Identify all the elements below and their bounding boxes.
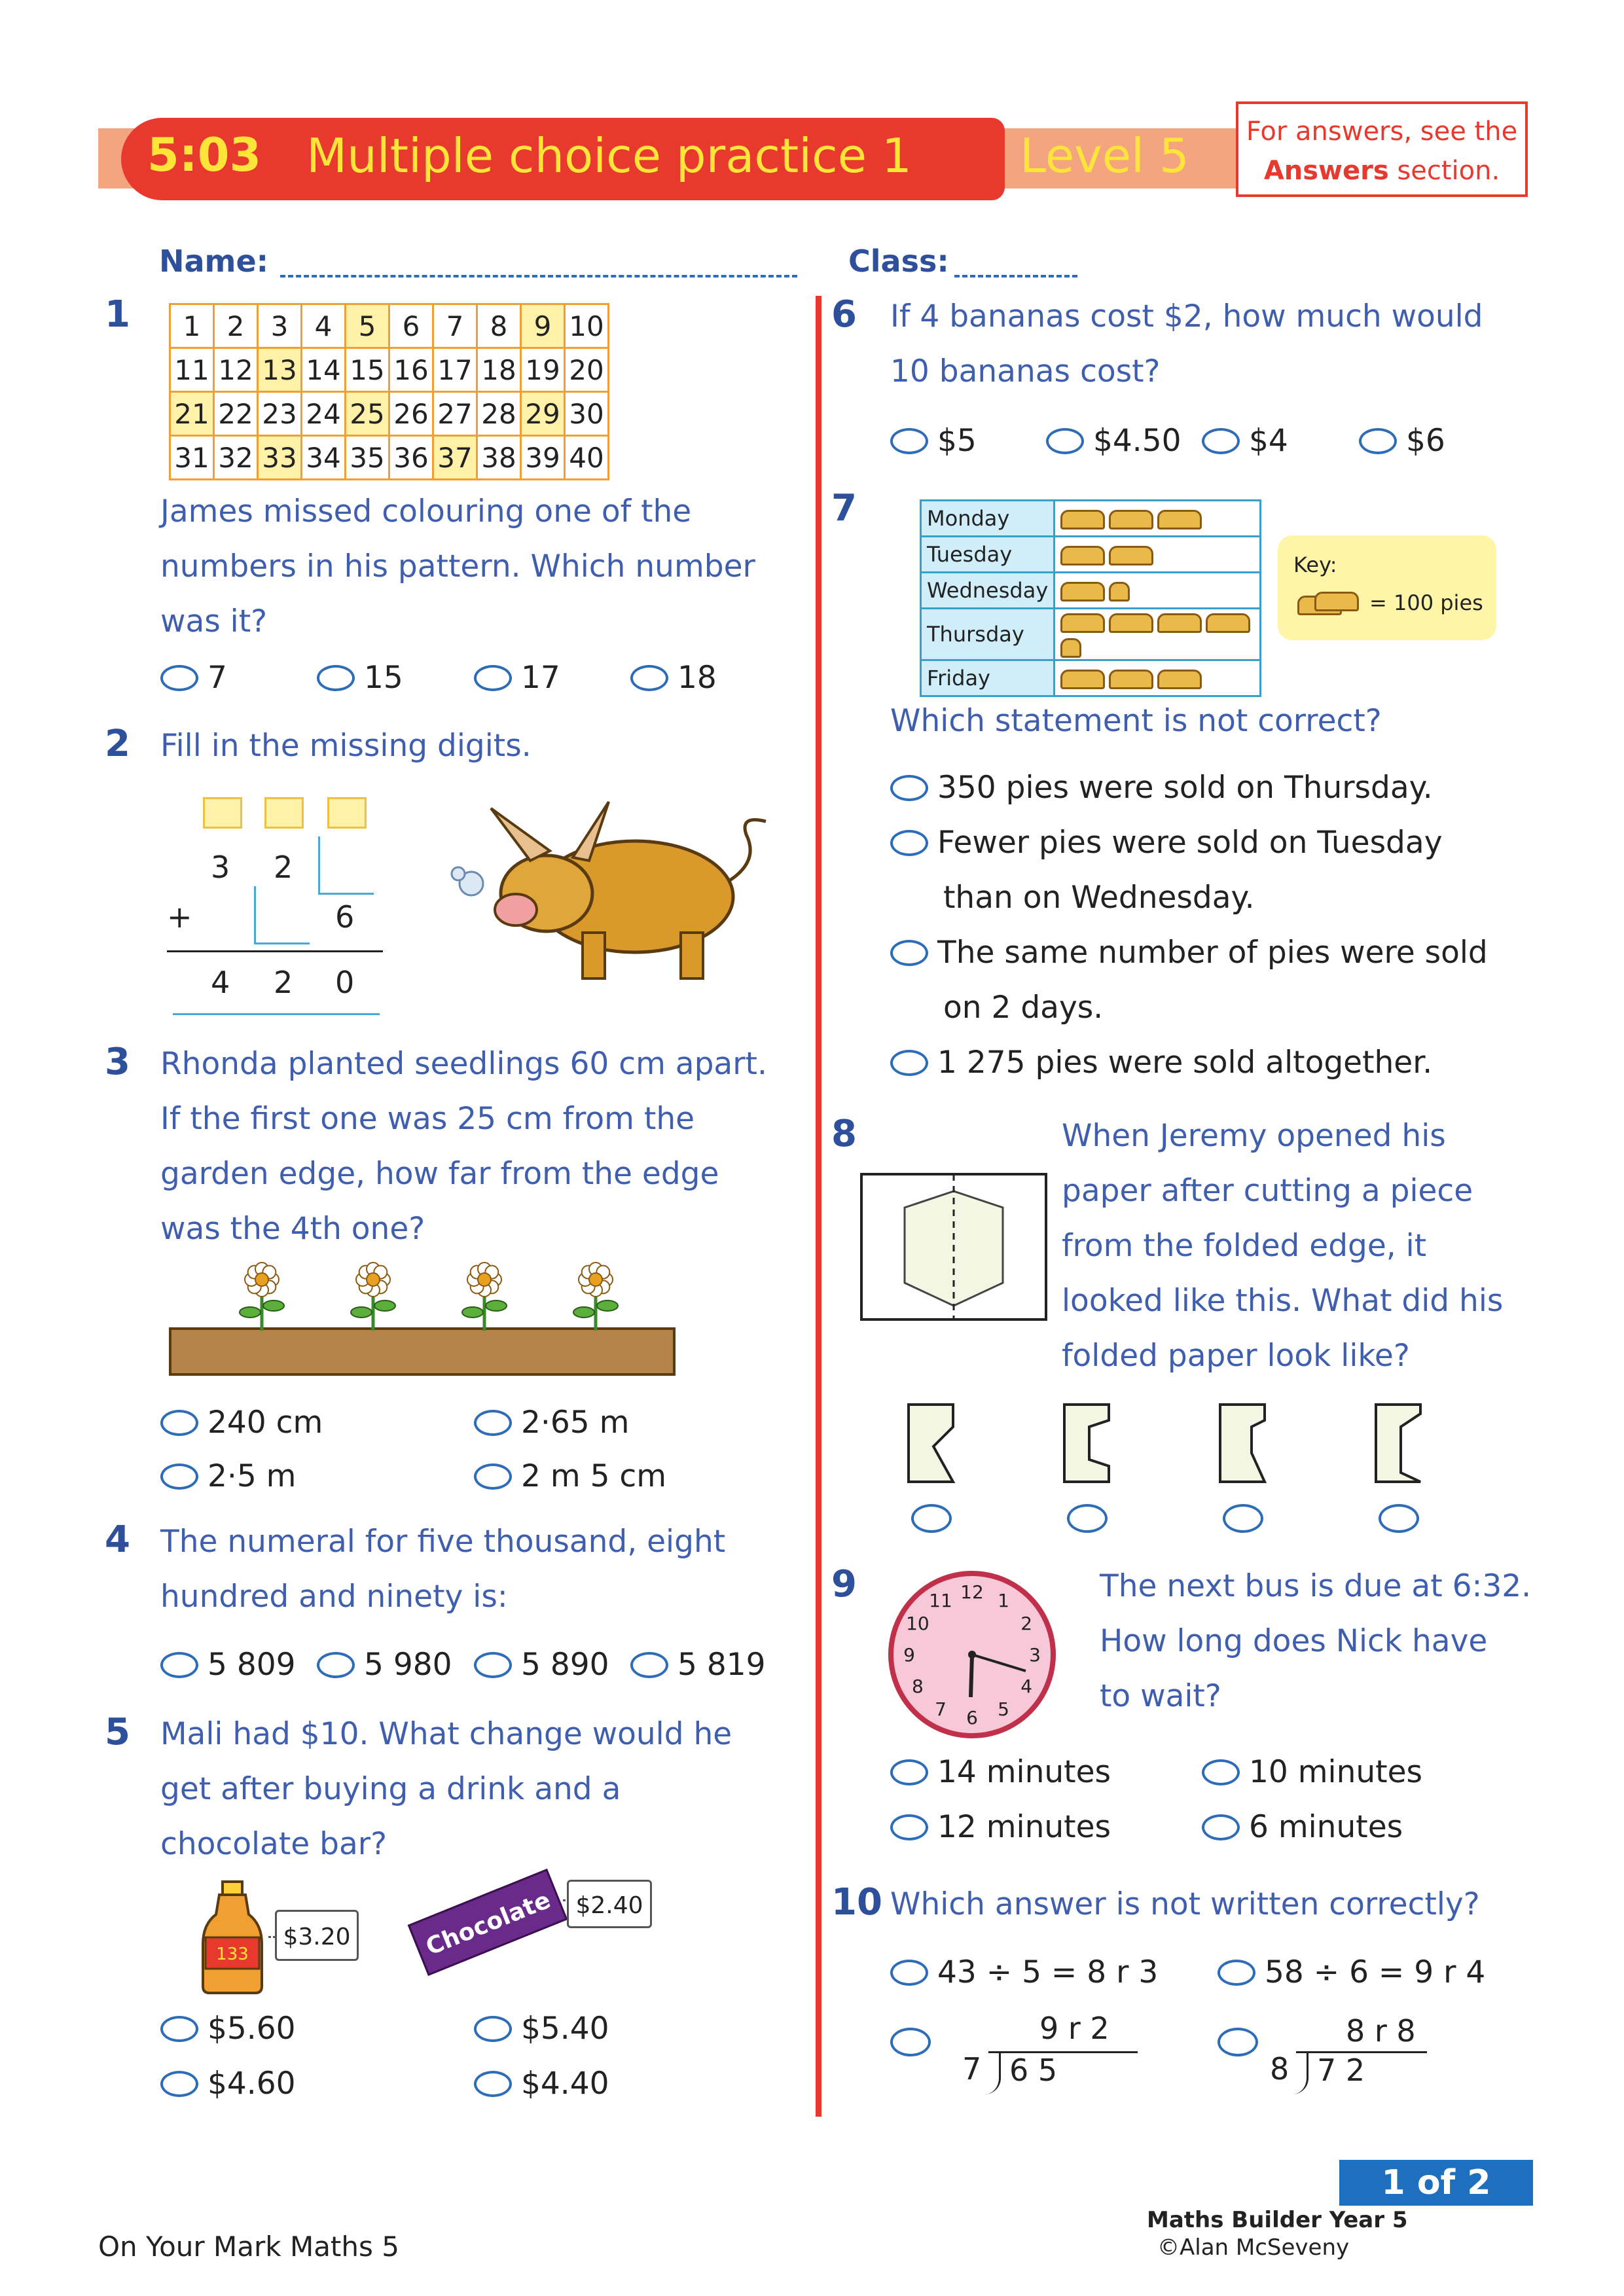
graph-key: [1278, 535, 1496, 640]
division-bracket: [1292, 2051, 1308, 2094]
q8-option-b-bubble[interactable]: [1067, 1504, 1108, 1533]
q3-text-line-3: garden edge, how far from the edge: [160, 1156, 719, 1192]
answer-underline: [173, 1013, 380, 1015]
day-label: Thursday: [921, 609, 1055, 660]
grid-cell: 8: [477, 304, 521, 348]
half-pie-icon: [1060, 638, 1081, 658]
pie-icon: [1060, 670, 1105, 689]
grid-cell: 11: [170, 348, 214, 392]
q6-text-line-1: If 4 bananas cost $2, how much would: [890, 298, 1483, 334]
pie-count-cell: [1055, 573, 1261, 609]
name-label: Name:: [159, 243, 269, 279]
clock-number: 2: [1020, 1613, 1033, 1634]
grid-cell: 22: [214, 392, 258, 436]
grid-cell: 12: [214, 348, 258, 392]
answer-bubble[interactable]: [474, 1463, 512, 1490]
folded-paper-option-d: [1372, 1401, 1424, 1486]
class-label: Class:: [848, 243, 949, 279]
answer-bubble[interactable]: [890, 1759, 928, 1785]
q7-option-d[interactable]: 1 275 pies were sold altogether.: [890, 1045, 1432, 1081]
grid-cell: 39: [521, 436, 565, 480]
clock-number: 5: [998, 1698, 1009, 1721]
key-value: = 100 pies: [1369, 590, 1483, 615]
grid-cell: 20: [565, 348, 609, 392]
q3-option-a[interactable]: 240 cm: [160, 1405, 323, 1441]
drink-price-tag: $3.20: [275, 1910, 359, 1961]
question-6-number: 6: [831, 293, 857, 336]
addend-digit: 2: [274, 850, 293, 885]
grid-cell: 25: [346, 392, 389, 436]
answer-bubble[interactable]: [1202, 1814, 1240, 1840]
grid-cell: 29: [521, 392, 565, 436]
grid-cell: 40: [565, 436, 609, 480]
page-title: Multiple choice practice 1: [306, 128, 912, 183]
name-field[interactable]: [280, 275, 797, 278]
grid-cell: 15: [346, 348, 389, 392]
footer-book: Maths Builder Year 5: [1147, 2207, 1408, 2233]
grid-cell: 34: [302, 436, 346, 480]
clock-number: 8: [911, 1676, 924, 1697]
question-5-number: 5: [105, 1711, 130, 1753]
garden-bed-illustration: [167, 1260, 677, 1378]
clock-number: 12: [960, 1581, 984, 1603]
q4-option-b[interactable]: 5 980: [317, 1647, 452, 1683]
clock-number: 6: [966, 1707, 978, 1729]
answer-bubble[interactable]: [317, 1652, 355, 1678]
grid-cell: 9: [521, 304, 565, 348]
grid-cell: 7: [433, 304, 477, 348]
q8-text-line-3: from the folded edge, it: [1062, 1228, 1427, 1264]
unfolded-paper-illustration: [859, 1172, 1049, 1322]
q3-text-line-2: If the first one was 25 cm from the: [160, 1101, 695, 1137]
page-indicator: 1 of 2: [1339, 2160, 1533, 2206]
q10-option-c-bubble[interactable]: [890, 2028, 931, 2056]
answer-bubble[interactable]: [890, 830, 928, 856]
q5-text-line-1: Mali had $10. What change would he: [160, 1716, 732, 1752]
q9-option-a[interactable]: 14 minutes: [890, 1754, 1111, 1790]
sum-line: [167, 950, 383, 952]
grid-cell: 3: [258, 304, 302, 348]
pie-icon: [1206, 613, 1250, 633]
clock-number: 11: [929, 1589, 952, 1611]
question-4-number: 4: [105, 1518, 130, 1561]
q3-text-line-4: was the 4th one?: [160, 1211, 425, 1247]
grid-cell: 31: [170, 436, 214, 480]
answer-bubble[interactable]: [474, 665, 512, 691]
q7-option-c[interactable]: The same number of pies were sold: [890, 935, 1488, 971]
clock-number: 4: [1020, 1676, 1033, 1697]
q10-question: Which answer is not written correctly?: [890, 1886, 1480, 1922]
grid-cell: 14: [302, 348, 346, 392]
q10-d-divisor: 8: [1270, 2051, 1290, 2087]
q5-text-line-3: chocolate bar?: [160, 1826, 388, 1862]
grid-cell: 5: [346, 304, 389, 348]
q10-option-a[interactable]: 43 ÷ 5 = 8 r 3: [890, 1954, 1158, 1990]
drink-bottle-illustration: [196, 1878, 268, 1996]
answer-bubble[interactable]: [890, 940, 928, 966]
q10-c-dividend: 6 5: [1009, 2053, 1058, 2088]
pie-icon: [1157, 613, 1202, 633]
answer-bubble[interactable]: [474, 2016, 512, 2042]
q9-text-line-2: How long does Nick have: [1100, 1623, 1488, 1659]
q6-option-b[interactable]: $4.50: [1046, 423, 1182, 459]
pie-icon: [1060, 510, 1105, 529]
answer-bubble[interactable]: [1218, 1960, 1255, 1986]
grid-cell: 32: [214, 436, 258, 480]
grid-cell: 19: [521, 348, 565, 392]
q9-option-b[interactable]: 10 minutes: [1202, 1754, 1422, 1790]
q4-option-a[interactable]: 5 809: [160, 1647, 296, 1683]
folded-paper-option-a: [905, 1401, 957, 1486]
answer-bubble[interactable]: [890, 428, 928, 454]
q3-option-c[interactable]: 2·5 m: [160, 1458, 296, 1494]
class-field[interactable]: [954, 275, 1077, 278]
answer-bubble[interactable]: [160, 665, 198, 691]
seedling-flower: [573, 1263, 618, 1331]
answer-bubble[interactable]: [890, 1050, 928, 1076]
grid-cell: 18: [477, 348, 521, 392]
seedling-flower: [351, 1263, 395, 1331]
q10-c-quotient: 9 r 2: [1039, 2011, 1110, 2046]
q8-text-line-5: folded paper look like?: [1062, 1338, 1410, 1374]
q6-option-c[interactable]: $4: [1202, 423, 1288, 459]
q6-text-line-2: 10 bananas cost?: [890, 353, 1161, 389]
pie-count-cell: [1055, 660, 1261, 696]
grid-cell: 2: [214, 304, 258, 348]
answer-bubble[interactable]: [630, 1652, 668, 1678]
q1-text-line-2: numbers in his pattern. Which number: [160, 548, 755, 584]
grid-cell: 21: [170, 392, 214, 436]
clock-number: 3: [1029, 1644, 1041, 1666]
grid-cell: 30: [565, 392, 609, 436]
clock-number: 10: [906, 1613, 929, 1634]
pie-icon: [1109, 510, 1153, 529]
q9-text-line-3: to wait?: [1100, 1678, 1221, 1714]
half-pie-icon: [1109, 582, 1130, 601]
q8-text-line-1: When Jeremy opened his: [1062, 1118, 1446, 1154]
sum-digit: 0: [335, 965, 355, 1000]
q10-option-b[interactable]: 58 ÷ 6 = 9 r 4: [1218, 1954, 1485, 1990]
q3-option-b[interactable]: 2·65 m: [474, 1405, 629, 1441]
footer-copyright: ©Alan McSeveny: [1157, 2234, 1350, 2261]
q5-option-d[interactable]: $4.40: [474, 2066, 609, 2102]
pie-icon: [1314, 592, 1359, 611]
q6-option-a[interactable]: $5: [890, 423, 977, 459]
grid-cell: 16: [389, 348, 433, 392]
grid-cell: 28: [477, 392, 521, 436]
grid-cell: 26: [389, 392, 433, 436]
pie-icon: [1109, 546, 1153, 565]
footer-series: On Your Mark Maths 5: [98, 2231, 399, 2263]
question-3-number: 3: [105, 1041, 130, 1083]
question-10-number: 10: [831, 1881, 882, 1924]
pie-count-cell: [1055, 537, 1261, 573]
q4-text-line-2: hundred and ninety is:: [160, 1579, 508, 1615]
q3-text-line-1: Rhonda planted seedlings 60 cm apart.: [160, 1046, 767, 1082]
q1-option-d[interactable]: 18: [630, 660, 717, 696]
grid-cell: 35: [346, 436, 389, 480]
q5-option-c[interactable]: $4.60: [160, 2066, 296, 2102]
pie-icon: [1157, 670, 1202, 689]
answer-bubble[interactable]: [160, 1652, 198, 1678]
grid-cell: 37: [433, 436, 477, 480]
q7-option-a[interactable]: 350 pies were sold on Thursday.: [890, 770, 1433, 806]
folded-paper-option-b: [1060, 1401, 1113, 1486]
answer-bubble[interactable]: [1202, 428, 1240, 454]
question-8-number: 8: [831, 1113, 857, 1155]
q8-option-a-bubble[interactable]: [911, 1504, 952, 1533]
q4-option-c[interactable]: 5 890: [474, 1647, 609, 1683]
clock-number: 7: [935, 1698, 947, 1721]
clock-number: 1: [998, 1589, 1009, 1611]
grid-cell: 23: [258, 392, 302, 436]
question-9-number: 9: [831, 1563, 857, 1605]
seedling-flower: [240, 1263, 284, 1331]
grid-cell: 13: [258, 348, 302, 392]
answer-bubble[interactable]: [474, 2071, 512, 2097]
q9-text-line-1: The next bus is due at 6:32.: [1100, 1568, 1532, 1604]
answer-bubble[interactable]: [474, 1652, 512, 1678]
addend-digit: 6: [335, 899, 355, 935]
day-label: Wednesday: [921, 573, 1055, 609]
answer-bubble[interactable]: [160, 2016, 198, 2042]
q1-text-line-1: James missed colouring one of the: [160, 493, 692, 529]
pie-icon: [1157, 510, 1202, 529]
grid-cell: 38: [477, 436, 521, 480]
section-code: 5:03: [147, 128, 262, 182]
chocolate-bar: Chocolate: [408, 1869, 568, 1976]
answer-bubble[interactable]: [1046, 428, 1084, 454]
answer-bubble[interactable]: [1359, 428, 1397, 454]
q4-option-d[interactable]: 5 819: [630, 1647, 766, 1683]
answer-bubble[interactable]: [160, 1463, 198, 1490]
grid-cell: 10: [565, 304, 609, 348]
q1-option-a[interactable]: 7: [160, 660, 227, 696]
level-label: Level 5: [1020, 128, 1189, 183]
answer-bubble[interactable]: [890, 775, 928, 801]
q5-option-b[interactable]: $5.40: [474, 2011, 609, 2047]
folded-paper-option-c: [1216, 1401, 1269, 1486]
q10-option-d-bubble[interactable]: [1218, 2028, 1258, 2056]
sum-digit: 2: [274, 965, 293, 1000]
pie-count-cell: [1055, 609, 1261, 660]
pie-icon: [1060, 613, 1105, 633]
q5-text-line-2: get after buying a drink and a: [160, 1771, 621, 1807]
answer-bubble[interactable]: [317, 665, 355, 691]
pie-icon: [1109, 670, 1153, 689]
q7-option-c-line-2: on 2 days.: [943, 990, 1104, 1026]
pie-icon: [1060, 582, 1105, 601]
sum-digit: 4: [211, 965, 230, 1000]
answer-bubble[interactable]: [160, 1410, 198, 1436]
q7-option-b[interactable]: Fewer pies were sold on Tuesday: [890, 825, 1443, 861]
drink-label: 133: [216, 1945, 249, 1964]
division-bracket: [984, 2051, 1001, 2094]
q8-text-line-4: looked like this. What did his: [1062, 1283, 1504, 1319]
pie-icon: [1060, 546, 1105, 565]
missing-digit-box[interactable]: [264, 797, 304, 829]
answer-bubble[interactable]: [474, 1410, 512, 1436]
day-label: Tuesday: [921, 537, 1055, 573]
answer-bubble[interactable]: [890, 1960, 928, 1986]
pie-icon: [1109, 613, 1153, 633]
q7-question: Which statement is not correct?: [890, 703, 1382, 739]
column-divider: [816, 296, 821, 2117]
q8-text-line-2: paper after cutting a piece: [1062, 1173, 1473, 1209]
analog-clock: [887, 1570, 1057, 1740]
clock-number: 9: [903, 1644, 915, 1666]
pie-count-cell: [1055, 501, 1261, 537]
grid-cell: 17: [433, 348, 477, 392]
q3-option-d[interactable]: 2 m 5 cm: [474, 1458, 666, 1494]
q5-option-a[interactable]: $5.60: [160, 2011, 296, 2047]
missing-digit-box[interactable]: [327, 797, 367, 829]
chocolate-price-tag: $2.40: [567, 1880, 652, 1928]
q6-option-d[interactable]: $6: [1359, 423, 1445, 459]
grid-cell: 36: [389, 436, 433, 480]
grid-cell: 6: [389, 304, 433, 348]
plus-sign: +: [167, 899, 192, 935]
q10-d-dividend: 7 2: [1317, 2053, 1365, 2088]
addend-digit: 3: [211, 850, 230, 885]
question-7-number: 7: [831, 487, 857, 529]
q1-option-b[interactable]: 15: [317, 660, 403, 696]
key-label: Key:: [1293, 552, 1337, 577]
missing-digit-box[interactable]: [203, 797, 242, 829]
q10-d-quotient: 8 r 8: [1346, 2013, 1416, 2049]
blank-digit-space[interactable]: [318, 836, 374, 895]
grid-cell: 33: [258, 436, 302, 480]
q1-text-line-3: was it?: [160, 603, 268, 639]
question-2-number: 2: [105, 723, 130, 765]
q2-text: Fill in the missing digits.: [160, 728, 532, 764]
answer-bubble[interactable]: [890, 1814, 928, 1840]
blank-digit-space[interactable]: [254, 886, 310, 944]
day-label: Monday: [921, 501, 1055, 537]
grid-cell: 1: [170, 304, 214, 348]
q8-option-d-bubble[interactable]: [1379, 1504, 1419, 1533]
grid-cell: 27: [433, 392, 477, 436]
answers-note: For answers, see the Answers section.: [1236, 101, 1528, 197]
hundred-chart: [169, 303, 609, 480]
q4-text-line-1: The numeral for five thousand, eight: [160, 1524, 726, 1560]
q10-c-divisor: 7: [962, 2051, 982, 2087]
answer-bubble[interactable]: [160, 2071, 198, 2097]
grid-cell: 24: [302, 392, 346, 436]
q7-option-b-line-2: than on Wednesday.: [943, 880, 1255, 916]
answer-bubble[interactable]: [630, 665, 668, 691]
day-label: Friday: [921, 660, 1055, 696]
q8-option-c-bubble[interactable]: [1223, 1504, 1263, 1533]
pie-sales-picture-graph: [920, 499, 1261, 697]
q1-option-c[interactable]: 17: [474, 660, 560, 696]
bull-illustration: [432, 795, 772, 992]
q9-option-c[interactable]: 12 minutes: [890, 1809, 1111, 1845]
grid-cell: 4: [302, 304, 346, 348]
seedling-flower: [462, 1263, 507, 1331]
question-1-number: 1: [105, 293, 130, 336]
answer-bubble[interactable]: [1202, 1759, 1240, 1785]
q9-option-d[interactable]: 6 minutes: [1202, 1809, 1403, 1845]
